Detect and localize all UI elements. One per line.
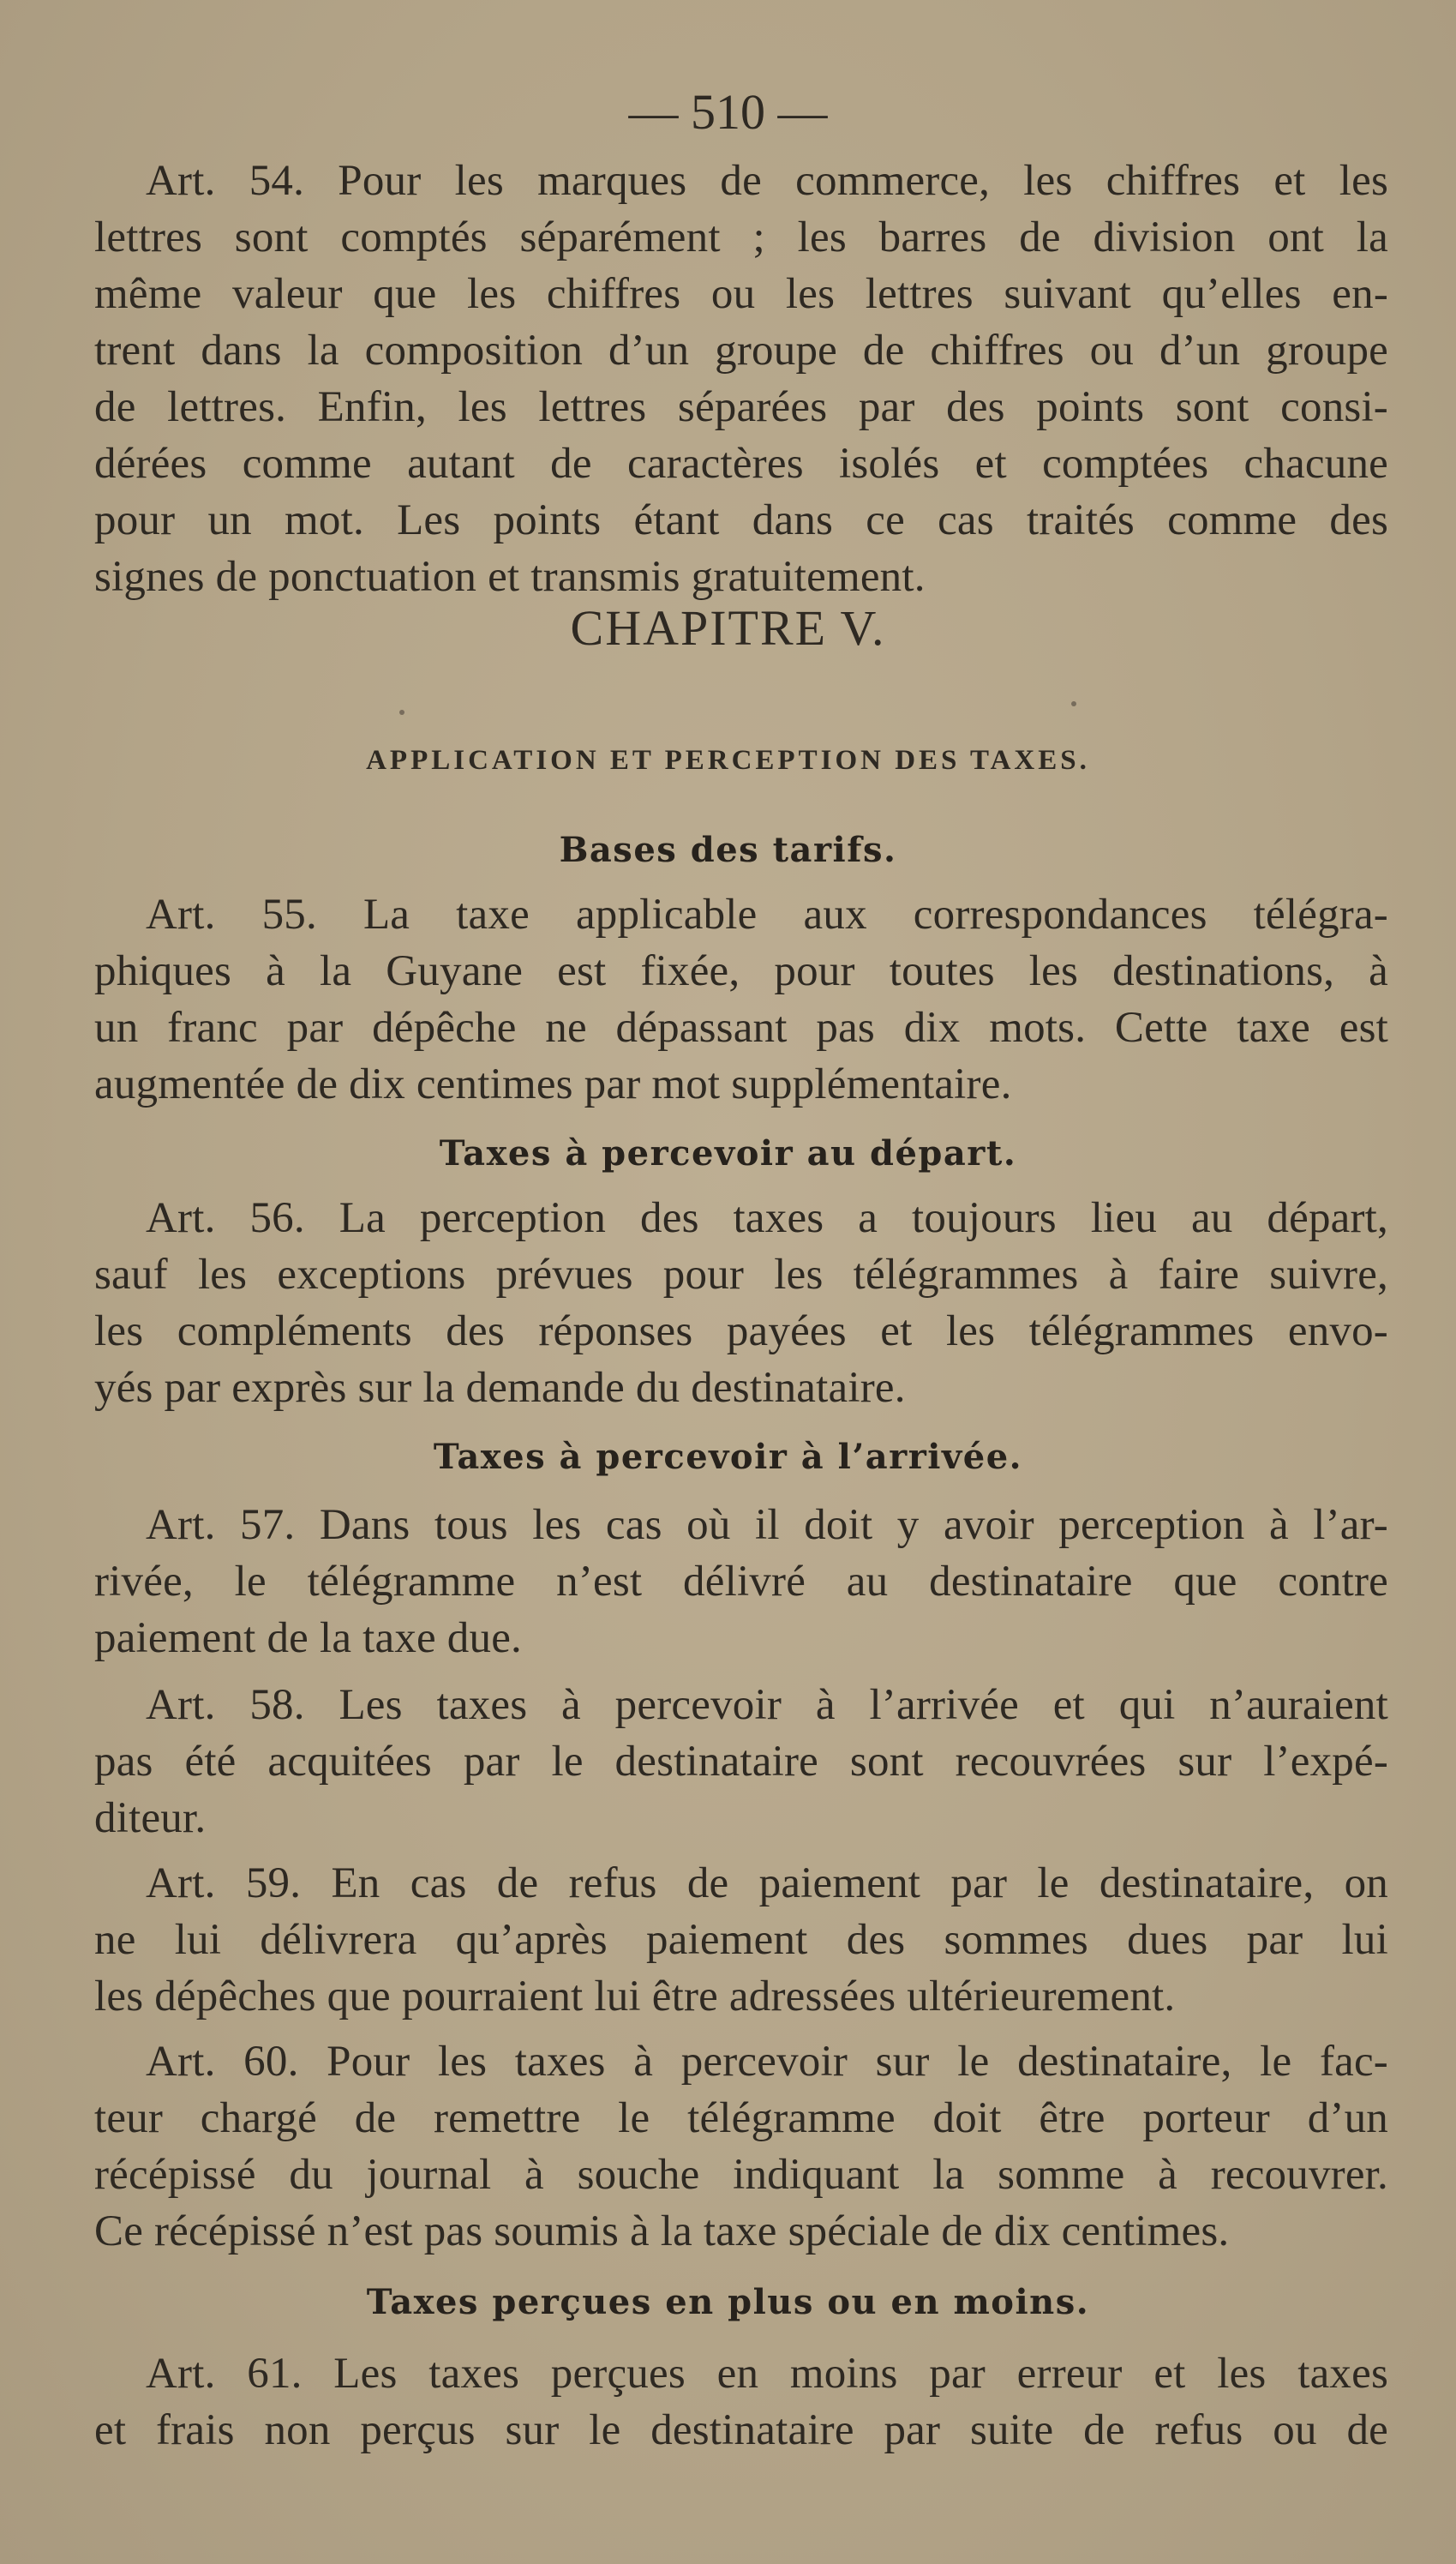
text-line: signes de ponctuation et transmis gratuitement.: [94, 553, 926, 601]
text-line: Art. 54. Pour les marques de commerce, les chiffres et les: [146, 157, 1388, 205]
text-line: Art. 58. Les taxes à percevoir à l’arrivée et qui n’auraient: [146, 1681, 1388, 1729]
text-line: de lettres. Enfin, les lettres séparées par des points sont consi-: [94, 383, 1388, 431]
subheading-arrivee: Taxes à percevoir à l’arrivée.: [433, 1437, 1023, 1477]
text-line: sauf les exceptions prévues pour les télégrammes à faire suivre,: [94, 1251, 1388, 1299]
text-line: rivée, le télégramme n’est délivré au destinataire que contre: [94, 1558, 1388, 1606]
text-line: yés par exprès sur la demande du destinataire.: [94, 1364, 906, 1412]
text-line: augmentée de dix centimes par mot supplémentaire.: [94, 1060, 1012, 1108]
section-title: APPLICATION ET PERCEPTION DES TAXES.: [366, 745, 1090, 776]
text-line: paiement de la taxe due.: [94, 1614, 522, 1662]
text-line: Art. 59. En cas de refus de paiement par le destinataire, on: [146, 1859, 1388, 1907]
text-line: Art. 57. Dans tous les cas où il doit y avoir perception à l’ar-: [146, 1501, 1388, 1549]
text-line: Art. 55. La taxe applicable aux correspondances télégra-: [146, 891, 1388, 939]
text-line: les dépêches que pourraient lui être adressées ultérieurement.: [94, 1973, 1176, 2021]
text-line: Art. 60. Pour les taxes à percevoir sur le destinataire, le fac-: [146, 2038, 1388, 2086]
scan-speck: [1071, 701, 1076, 706]
text-line: lettres sont comptés séparément ; les barres de division ont la: [94, 213, 1388, 261]
page-number: — 510 —: [628, 84, 828, 140]
text-line: Art. 56. La perception des taxes a toujours lieu au départ,: [146, 1194, 1388, 1242]
subheading-bases: Bases des tarifs.: [559, 830, 897, 870]
scan-speck: [399, 710, 404, 715]
text-line: diteur.: [94, 1794, 207, 1842]
text-line: et frais non perçus sur le destinataire par suite de refus ou de: [94, 2406, 1388, 2454]
chapter-heading: CHAPITRE V.: [570, 600, 886, 656]
text-line: pas été acquitées par le destinataire sont recouvrées sur l’expé-: [94, 1738, 1388, 1786]
text-line: Art. 61. Les taxes perçues en moins par erreur et les taxes: [146, 2350, 1388, 2398]
text-line: trent dans la composition d’un groupe de chiffres ou d’un groupe: [94, 327, 1388, 375]
text-line: ne lui délivrera qu’après paiement des sommes dues par lui: [94, 1916, 1388, 1964]
text-line: récépissé du journal à souche indiquant la somme à recouvrer.: [94, 2151, 1388, 2199]
text-line: un franc par dépêche ne dépassant pas dix mots. Cette taxe est: [94, 1004, 1388, 1052]
text-line: les compléments des réponses payées et les télégrammes envo-: [94, 1307, 1388, 1355]
text-line: dérées comme autant de caractères isolés et comptées chacune: [94, 440, 1388, 488]
text-line: même valeur que les chiffres ou les lettres suivant qu’elles en-: [94, 270, 1388, 318]
text-line: phiques à la Guyane est fixée, pour toutes les destinations, à: [94, 947, 1388, 995]
text-line: pour un mot. Les points étant dans ce cas traités comme des: [94, 496, 1388, 544]
subheading-depart: Taxes à percevoir au départ.: [439, 1133, 1017, 1174]
subheading-plus-moins: Taxes perçues en plus ou en moins.: [366, 2282, 1090, 2322]
text-line: teur chargé de remettre le télégramme doit être porteur d’un: [94, 2094, 1388, 2142]
text-line: Ce récépissé n’est pas soumis à la taxe spéciale de dix centimes.: [94, 2207, 1230, 2255]
